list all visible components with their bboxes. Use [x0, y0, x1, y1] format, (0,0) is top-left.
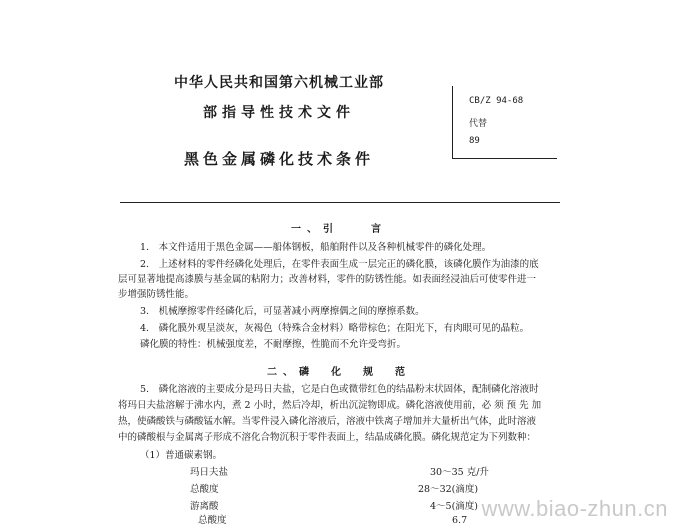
document-title: 黑色金属磷化技术条件 [183, 150, 374, 168]
spec-row-value: 28～32(滴度) [418, 484, 479, 495]
paragraph-2-line-3: 步增强防锈性能。 [118, 289, 195, 300]
title-divider [120, 202, 560, 203]
replaces-label: 代替 [469, 119, 488, 129]
spec-row-value: 4～5(滴度) [430, 501, 479, 512]
paragraph-5-line-3: 热，使磷酸铁与磷酸锰水解。当零件浸入磷化溶液后，溶液中铁离子增加并大量析出气体，此时溶液 [118, 416, 537, 427]
standard-code: CB/Z 94-68 [469, 96, 524, 106]
paragraph-5-line-2: 将玛日夫盐溶解于沸水内，煮 2 小时，然后冷却，析出沉淀物即成。磷化溶液使用前，必 须 预 先 加 [118, 400, 542, 411]
paragraph-1: 1. 本文件适用于黑色金属——船体钢板，船舶附件以及各种机械零件的磷化处理。 [140, 242, 492, 253]
paragraph-2-line-1: 2. 上述材料的零件经磷化处理后，在零件表面生成一层完正的磷化膜，该磷化膜作为油漆的底 [140, 259, 539, 270]
replaces-number: 89 [469, 136, 480, 146]
spec-row-name: 总酸度 [198, 515, 227, 526]
paragraph-5-line-4: 中的磷酸根与金属离子形成不溶化合物沉积于零件表面上，结晶成磷化膜。磷化规范定为下列数种： [118, 432, 537, 443]
spec-row-name: 总酸度 [190, 484, 219, 495]
paragraph-3: 3. 机械摩擦零件经磷化后，可显著减小两摩擦偶之间的摩擦系数。 [140, 306, 425, 317]
spec-row-value: 6.7 [452, 515, 468, 526]
spec-row-name: 游离酸 [190, 501, 219, 512]
spec-list-label: （1）普通碳素钢。 [140, 450, 223, 461]
spec-row-value: 30～35 克/升 [430, 467, 489, 478]
section-heading-introduction: 一、引 言 [291, 224, 387, 235]
paragraph-4: 4. 磷化膜外观呈淡灰，灰褐色（特殊合金材料）略带棕色；在阳光下，有肉眼可见的晶粒。 [140, 323, 530, 334]
section-heading-phosphating-spec: 二、磷 化 规 范 [267, 367, 411, 378]
film-properties-note: 磷化膜的特性：机械强度差，不耐摩擦，性脆而不允许受弯折。 [140, 339, 407, 350]
issuing-organization: 中华人民共和国第六机械工业部 [174, 75, 384, 91]
spec-row-name: 玛日夫盐 [190, 467, 229, 478]
paragraph-5-line-1: 5. 磷化溶液的主要成分是玛日夫盐，它是白色或微带红色的结晶粉末状固体，配制磷化溶液时 [140, 384, 539, 395]
watermark: www.biao-zhun.cn [481, 496, 668, 521]
document-type: 部指导性技术文件 [203, 105, 355, 121]
paragraph-2-line-2: 层可显著地提高漆膜与基金属的粘附力；改善材料，零件的防锈性能。如表面经浸油后可使零件进一 [118, 274, 537, 285]
